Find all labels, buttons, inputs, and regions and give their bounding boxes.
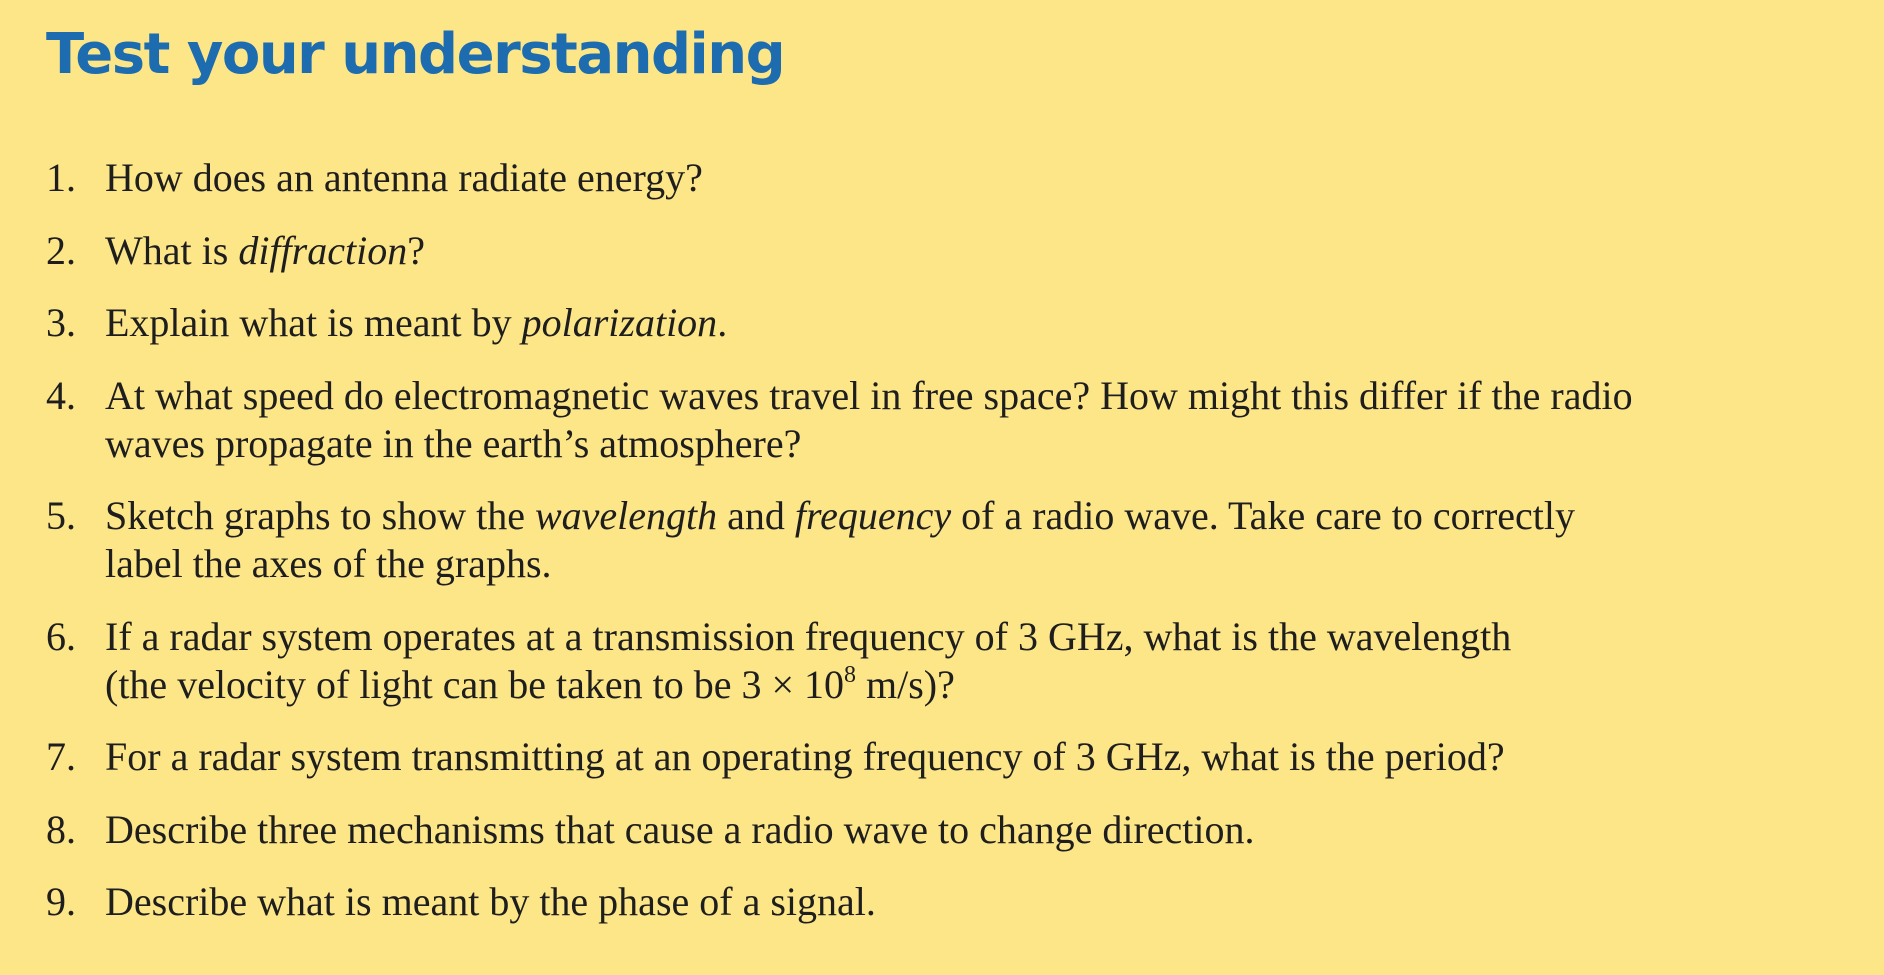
question-3 bbox=[46, 299, 1846, 347]
question-number: 8. bbox=[46, 806, 76, 852]
question-4 bbox=[46, 372, 1846, 468]
question-text: What is bbox=[105, 227, 239, 273]
question-text: Sketch graphs to show the bbox=[105, 493, 535, 538]
question-list bbox=[46, 154, 1846, 951]
question-text: How does an antenna radiate energy? bbox=[105, 155, 703, 200]
question-text-end: . bbox=[717, 300, 728, 345]
question-text: Explain what is meant by bbox=[105, 300, 522, 345]
question-text: Describe what is meant by the phase of a signal. bbox=[105, 879, 876, 924]
term-polarization: polarization bbox=[521, 300, 718, 345]
question-text: Describe three mechanisms that cause a radio wave to change direction. bbox=[105, 806, 1255, 852]
question-text-line-2-end: m/s)? bbox=[856, 661, 955, 707]
term-diffraction: diffraction bbox=[238, 227, 408, 273]
question-text-end: of a radio wave. Take care to correctly bbox=[951, 493, 1576, 538]
panel-title: Test your understanding bbox=[46, 22, 785, 87]
question-number: 2. bbox=[46, 227, 76, 273]
question-2 bbox=[46, 227, 1846, 275]
question-6 bbox=[46, 613, 1846, 709]
question-number: 4. bbox=[46, 372, 76, 418]
question-8 bbox=[46, 806, 1846, 854]
question-text-line-1: At what speed do electromagnetic waves travel in free space? How might this differ if the radio bbox=[105, 372, 1633, 418]
question-text-line-2: waves propagate in the earth’s atmosphere? bbox=[105, 420, 802, 466]
question-text-line-2: (the velocity of light can be taken to be 3 × 10 bbox=[105, 661, 845, 707]
question-1 bbox=[46, 154, 1846, 202]
question-5 bbox=[46, 492, 1846, 588]
question-number: 5. bbox=[46, 493, 76, 538]
question-text-line-2: label the axes of the graphs. bbox=[105, 541, 552, 586]
question-7 bbox=[46, 733, 1846, 781]
term-wavelength: wavelength bbox=[534, 493, 718, 538]
question-number: 9. bbox=[46, 879, 76, 924]
question-text-end: ? bbox=[407, 227, 425, 273]
term-frequency: frequency bbox=[794, 493, 952, 538]
question-number: 3. bbox=[46, 300, 76, 345]
question-text-mid: and bbox=[717, 493, 795, 538]
question-text: For a radar system transmitting at an operating frequency of 3 GHz, what is the period? bbox=[105, 734, 1505, 779]
question-9 bbox=[46, 878, 1846, 926]
question-number: 7. bbox=[46, 734, 76, 779]
question-text-line-1: If a radar system operates at a transmission frequency of 3 GHz, what is the wavelength bbox=[105, 613, 1512, 659]
exponent: 8 bbox=[844, 661, 857, 688]
question-number: 1. bbox=[46, 155, 76, 200]
question-number: 6. bbox=[46, 613, 76, 659]
